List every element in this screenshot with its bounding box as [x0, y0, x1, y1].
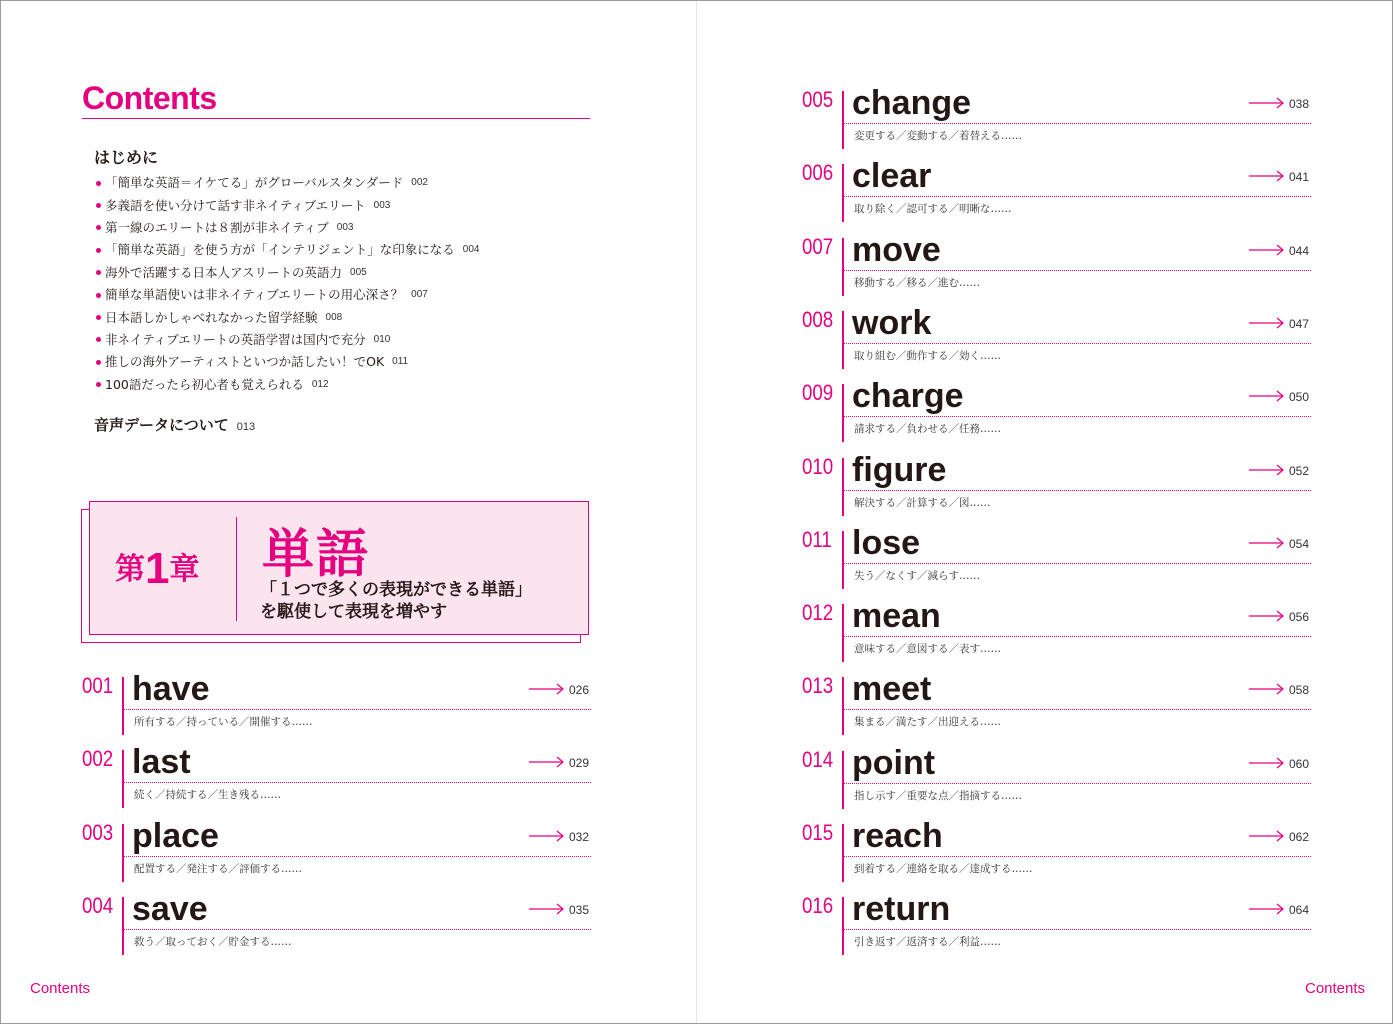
entry-dotted-rule	[124, 782, 591, 783]
intro-item[interactable]	[96, 262, 479, 284]
entry-word: place	[132, 816, 219, 855]
entry-page: 058	[1289, 683, 1310, 698]
arrow-right-icon	[529, 756, 565, 768]
bullet-icon	[96, 360, 101, 365]
entry-vertical-bar	[122, 824, 124, 882]
entry-vertical-bar	[842, 897, 844, 955]
word-entry[interactable]	[82, 744, 592, 818]
entry-dotted-rule	[124, 929, 591, 930]
entry-meaning: 取り除く／認可する／明晰な……	[854, 203, 1012, 216]
entry-number: 001	[82, 673, 114, 698]
page-title: Contents	[82, 80, 217, 116]
entry-vertical-bar	[842, 751, 844, 809]
entry-dotted-rule	[124, 709, 591, 710]
arrow-right-icon	[1249, 830, 1285, 842]
arrow-right-icon	[1249, 757, 1285, 769]
entry-word: have	[132, 670, 210, 708]
entry-number: 015	[802, 820, 834, 845]
bullet-icon	[96, 337, 101, 342]
entry-number: 006	[802, 160, 834, 186]
entry-dotted-rule	[844, 563, 1311, 564]
arrow-right-icon	[1249, 537, 1285, 549]
intro-item[interactable]	[96, 239, 479, 261]
intro-item-page: 004	[462, 244, 480, 256]
entry-number: 016	[802, 893, 834, 919]
entry-meaning: 取り組む／動作する／効く……	[854, 349, 1001, 362]
chapter-number: 1	[145, 544, 170, 593]
entry-meaning: 集まる／満たす／出迎える……	[854, 716, 1001, 729]
entry-word: lose	[852, 523, 921, 562]
word-entry[interactable]	[802, 891, 1312, 965]
entry-meaning: 救う／取っておく／貯金する……	[134, 935, 292, 948]
audio-data-text: 音声データについて	[94, 416, 229, 434]
word-entry[interactable]	[802, 818, 1312, 892]
entry-page: 062	[1289, 830, 1310, 844]
intro-item-page: 011	[392, 356, 409, 368]
chapter-prefix: 第	[115, 552, 145, 587]
entry-vertical-bar	[842, 677, 844, 735]
entry-vertical-bar	[842, 824, 844, 882]
entry-number: 004	[82, 892, 114, 918]
entry-meaning: 指し示す／重要な点／指摘する……	[854, 789, 1022, 802]
entry-vertical-bar	[842, 91, 844, 149]
intro-item-page: 010	[373, 333, 391, 345]
entry-number: 011	[802, 526, 832, 552]
bullet-icon	[96, 203, 101, 208]
entry-number: 007	[802, 233, 834, 259]
entry-meaning: 請求する／負わせる／任務……	[854, 423, 1001, 436]
entry-dotted-rule	[844, 636, 1311, 637]
word-entry[interactable]	[802, 671, 1312, 745]
left-page	[0, 0, 696, 1024]
intro-item-text: 「簡単な英語＝イケてる」がグローバルスタンダード	[105, 175, 404, 191]
entry-dotted-rule	[844, 856, 1311, 857]
intro-item-text: 第一線のエリートは８割が非ネイティブ	[105, 219, 329, 235]
entry-number: 014	[802, 746, 834, 772]
bullet-icon	[96, 248, 101, 253]
bullet-icon	[96, 270, 101, 275]
entry-number: 002	[82, 746, 114, 772]
entry-dotted-rule	[844, 416, 1311, 417]
footer-label: Contents	[30, 980, 91, 997]
entry-page: 060	[1289, 756, 1310, 771]
chapter-desc-line2: を駆使して表現を増やす	[260, 602, 447, 622]
entry-number: 003	[82, 819, 114, 845]
bullet-icon	[96, 382, 101, 387]
entry-vertical-bar	[842, 164, 844, 222]
bullet-icon	[96, 293, 101, 298]
intro-item-page: 005	[350, 266, 367, 278]
entry-meaning: 配置する／発注する／評価する……	[134, 862, 302, 875]
entry-page: 038	[1289, 97, 1310, 111]
intro-item-text: 100語だったら初心者も覚えられる	[105, 376, 304, 392]
audio-data-page: 013	[236, 421, 256, 433]
arrow-right-icon	[1249, 903, 1285, 915]
entry-number: 012	[802, 600, 834, 626]
arrow-right-icon	[1249, 170, 1285, 182]
entry-word: figure	[852, 450, 947, 489]
intro-item-page: 002	[411, 177, 428, 189]
word-entry[interactable]	[82, 891, 592, 965]
intro-list	[96, 172, 479, 396]
intro-item[interactable]	[96, 306, 479, 328]
entry-page: 047	[1289, 316, 1310, 331]
entry-page: 064	[1289, 903, 1310, 918]
entry-dotted-rule	[844, 709, 1311, 710]
entry-dotted-rule	[124, 856, 591, 857]
intro-item-text: 非ネイティブエリートの英語学習は国内で充分	[105, 331, 366, 347]
arrow-right-icon	[1249, 464, 1285, 476]
chapter-desc-line1: 「１つで多くの表現ができる単語」	[260, 580, 532, 600]
intro-item-page: 012	[311, 378, 329, 390]
bullet-icon	[96, 315, 101, 320]
entry-page: 044	[1289, 243, 1310, 258]
chapter-label	[115, 540, 200, 593]
entry-dotted-rule	[844, 929, 1311, 930]
entry-word: clear	[852, 157, 932, 196]
entry-number: 005	[802, 87, 834, 112]
bullet-icon	[96, 225, 101, 230]
word-entry[interactable]	[802, 85, 1312, 159]
entry-word: save	[132, 889, 208, 928]
footer-label: Contents	[1305, 980, 1366, 997]
intro-item[interactable]	[96, 194, 479, 216]
chapter-title: 単語	[262, 525, 371, 585]
entry-page: 056	[1289, 610, 1310, 625]
entry-vertical-bar	[842, 238, 844, 296]
entry-meaning: 失う／なくす／減らす……	[854, 569, 980, 582]
word-entry[interactable]	[82, 818, 592, 892]
entry-vertical-bar	[122, 897, 124, 955]
entry-meaning: 意味する／意図する／表す……	[854, 643, 1001, 656]
chapter-suffix: 章	[169, 552, 200, 587]
entry-word: work	[852, 303, 932, 342]
entry-meaning: 到着する／連絡を取る／達成する……	[854, 863, 1033, 875]
bullet-icon	[96, 181, 101, 186]
entry-word: charge	[852, 377, 964, 416]
entry-vertical-bar	[842, 311, 844, 369]
word-entry[interactable]	[802, 305, 1312, 379]
intro-item[interactable]	[96, 374, 479, 396]
entry-meaning: 移動する／移る／進む……	[854, 276, 980, 289]
entry-vertical-bar	[842, 458, 844, 516]
word-entry[interactable]	[802, 525, 1312, 599]
audio-data-link[interactable]	[94, 414, 255, 435]
arrow-right-icon	[529, 830, 565, 842]
entry-word: point	[852, 743, 936, 782]
intro-item[interactable]	[96, 172, 479, 194]
intro-item-page: 003	[373, 199, 391, 211]
arrow-right-icon	[1249, 610, 1285, 622]
arrow-right-icon	[1249, 97, 1285, 109]
word-entry[interactable]	[82, 671, 592, 745]
arrow-right-icon	[1249, 317, 1285, 329]
entry-meaning: 所有する／持っている／開催する……	[134, 716, 313, 728]
entry-number: 013	[802, 673, 834, 699]
intro-item[interactable]	[96, 329, 479, 351]
intro-item-text: 推しの海外アーティストといつか話したい！でOK	[105, 354, 385, 370]
entry-word: change	[852, 84, 972, 122]
entry-dotted-rule	[844, 123, 1311, 124]
intro-heading: はじめに	[94, 148, 159, 167]
title-rule	[82, 118, 590, 119]
chapter-description	[260, 579, 532, 623]
right-page	[697, 0, 1393, 1024]
entry-page: 026	[569, 683, 590, 697]
intro-item-page: 003	[336, 221, 354, 233]
entry-word: meet	[852, 670, 932, 709]
arrow-right-icon	[1249, 683, 1285, 695]
entry-word: mean	[852, 597, 941, 636]
intro-item-page: 007	[411, 289, 428, 301]
arrow-right-icon	[529, 903, 565, 915]
entry-word: move	[852, 230, 941, 269]
entry-meaning: 解決する／計算する／図……	[854, 496, 991, 509]
entry-vertical-bar	[122, 677, 124, 735]
intro-item-text: 日本語しかしゃべれなかった留学経験	[105, 309, 318, 325]
intro-item-text: 簡単な単語使いは非ネイティブエリートの用心深さ？	[105, 287, 404, 303]
entry-dotted-rule	[844, 270, 1311, 271]
arrow-right-icon	[1249, 390, 1285, 402]
intro-item-text: 多義語を使い分けて話す非ネイティブエリート	[105, 197, 366, 213]
entry-page: 052	[1289, 463, 1310, 478]
entry-dotted-rule	[844, 783, 1311, 784]
intro-item[interactable]	[96, 217, 479, 239]
entry-word: return	[852, 890, 951, 929]
intro-item[interactable]	[96, 351, 479, 373]
entry-meaning: 引き返す／返済する／利益……	[854, 936, 1001, 949]
entry-page: 029	[569, 756, 590, 771]
entry-vertical-bar	[842, 604, 844, 662]
entry-word: last	[132, 743, 191, 782]
entry-page: 041	[1289, 170, 1310, 185]
word-entry[interactable]	[802, 232, 1312, 306]
entry-meaning: 続く／持続する／生き残る……	[134, 789, 281, 802]
book-spine	[696, 0, 697, 1024]
entry-page: 054	[1289, 536, 1310, 551]
entry-page: 035	[569, 902, 590, 917]
entry-word: reach	[852, 817, 943, 855]
entry-dotted-rule	[844, 196, 1311, 197]
entry-meaning: 変更する／変動する／着替える……	[854, 130, 1022, 142]
entry-number: 008	[802, 306, 834, 332]
entry-vertical-bar	[842, 531, 844, 589]
word-entry[interactable]	[802, 378, 1312, 452]
chapter-divider	[236, 517, 237, 621]
entry-number: 009	[802, 380, 834, 406]
word-entry[interactable]	[802, 452, 1312, 526]
intro-item-page: 008	[325, 311, 343, 323]
entry-dotted-rule	[844, 343, 1311, 344]
word-entry[interactable]	[802, 745, 1312, 819]
entry-number: 010	[802, 453, 834, 479]
entry-vertical-bar	[842, 384, 844, 442]
word-entry[interactable]	[802, 158, 1312, 232]
arrow-right-icon	[529, 683, 565, 695]
word-entry[interactable]	[802, 598, 1312, 672]
intro-item[interactable]	[96, 284, 479, 306]
arrow-right-icon	[1249, 244, 1285, 256]
intro-item-text: 「簡単な英語」を使う方が「インテリジェント」な印象になる	[105, 242, 455, 258]
entry-page: 050	[1289, 390, 1310, 405]
intro-item-text: 海外で活躍する日本人アスリートの英語力	[105, 264, 343, 280]
entry-dotted-rule	[844, 490, 1311, 491]
entry-page: 032	[569, 829, 590, 844]
entry-vertical-bar	[122, 750, 124, 808]
